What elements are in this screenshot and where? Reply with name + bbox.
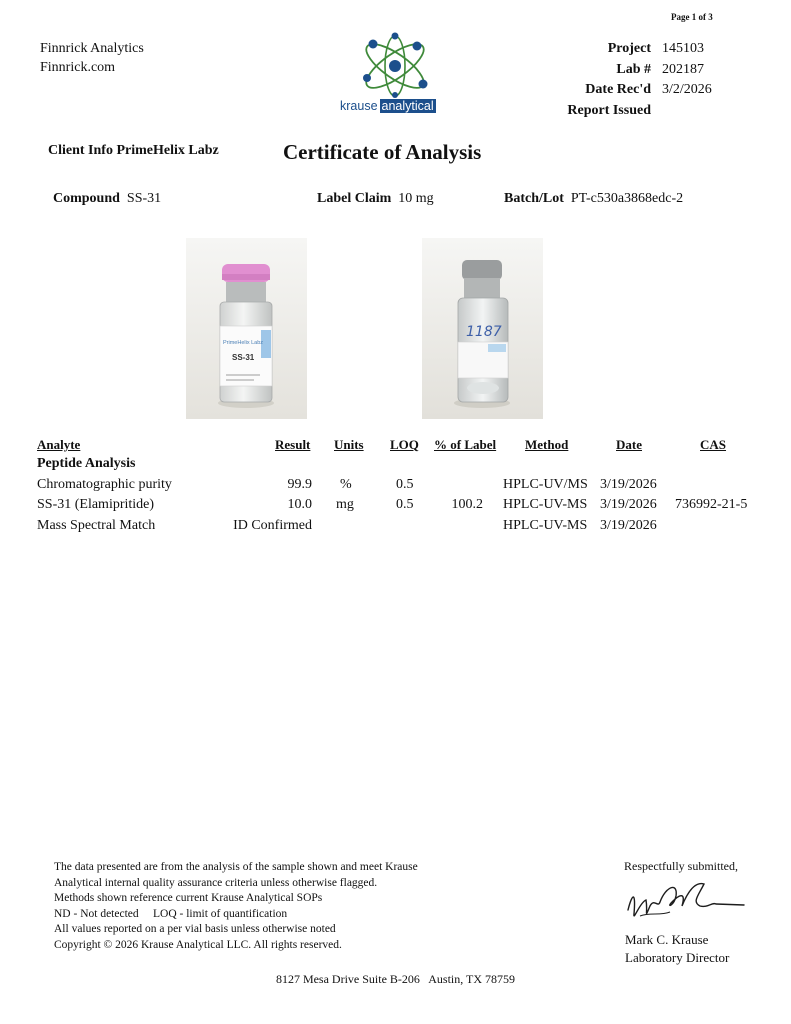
date-received-value: 3/2/2026 [662, 82, 712, 97]
col-result: Result [275, 437, 311, 452]
krause-logo [337, 32, 453, 122]
cell-result: ID Confirmed [233, 518, 312, 533]
cell-analyte: SS-31 (Elamipritide) [37, 497, 155, 512]
label-claim-field [317, 191, 434, 207]
section-peptide-analysis: Peptide Analysis [37, 456, 136, 471]
cell-result: 10.0 [287, 497, 312, 512]
client-name: PrimeHelix Labz [116, 143, 219, 158]
handwritten-lab-number: 1187 [466, 324, 502, 340]
cell-cas: 736992-21-5 [675, 497, 748, 512]
col-cas: CAS [700, 437, 727, 452]
lab-number-value: 202187 [662, 62, 704, 77]
col-pct-label: % of Label [434, 437, 497, 452]
batch-value: PT-c530a3868edc-2 [570, 191, 684, 206]
cell-loq: 0.5 [396, 497, 414, 512]
lab-name: Finnrick Analytics [40, 41, 144, 56]
vial-front-photo [186, 238, 307, 419]
cell-method: HPLC-UV-MS [503, 497, 588, 512]
cell-date: 3/19/2026 [600, 497, 657, 512]
client-info [48, 143, 219, 159]
signer-name: Mark C. Krause [625, 932, 709, 947]
footer-note: Analytical internal quality assurance criteria unless otherwise flagged. [54, 876, 378, 889]
col-analyte: Analyte [37, 437, 81, 452]
compound-label: Compound [53, 191, 120, 206]
lab-website: Finnrick.com [40, 60, 116, 75]
cell-analyte: Chromatographic purity [37, 477, 172, 492]
atom-icon [337, 32, 453, 98]
project-label: Project [607, 41, 651, 56]
respectfully-submitted: Respectfully submitted, [624, 859, 738, 873]
logo-word-analytical: analytical [381, 99, 434, 113]
batch-label: Batch/Lot [504, 191, 564, 206]
cell-units: mg [336, 497, 354, 512]
col-loq: LOQ [390, 437, 419, 452]
cell-units: % [340, 477, 352, 492]
page-title: Certificate of Analysis [283, 140, 482, 164]
signer-title: Laboratory Director [625, 950, 730, 965]
col-date: Date [616, 437, 642, 452]
label-claim-label: Label Claim [317, 191, 392, 206]
logo-word-krause: krause [340, 99, 378, 113]
footer-notes [54, 860, 418, 954]
cell-date: 3/19/2026 [600, 518, 657, 533]
cell-date: 3/19/2026 [600, 477, 657, 492]
cell-analyte: Mass Spectral Match [37, 518, 156, 533]
lab-number-label: Lab # [616, 62, 651, 77]
client-info-label: Client Info [48, 143, 113, 158]
footer-note: Methods shown reference current Krause Analytical SOPs [54, 892, 323, 905]
page-number: Page 1 of 3 [671, 12, 713, 22]
cell-pct-label: 100.2 [451, 497, 483, 512]
col-units: Units [334, 437, 364, 452]
vial-back-photo [422, 238, 543, 419]
cell-method: HPLC-UV-MS [503, 518, 588, 533]
cell-method: HPLC-UV/MS [503, 477, 588, 492]
project-value: 145103 [662, 41, 704, 56]
compound-field [53, 191, 161, 207]
label-claim-value: 10 mg [398, 191, 434, 206]
vial-brand-text: PrimeHelix Labz [223, 340, 264, 346]
footer-note: Copyright © 2026 Krause Analytical LLC. All rights reserved. [54, 938, 342, 951]
footer-note: ND - Not detected LOQ - limit of quantification [54, 907, 288, 920]
cell-loq: 0.5 [396, 477, 414, 492]
report-issued-label: Report Issued [567, 103, 651, 118]
col-method: Method [525, 437, 569, 452]
signature-image [620, 872, 750, 932]
vial-product-text: SS-31 [232, 353, 255, 362]
date-received-label: Date Rec'd [585, 82, 651, 97]
footer-note: The data presented are from the analysis of the sample shown and meet Krause [54, 861, 418, 873]
cell-result: 99.9 [287, 477, 312, 492]
footer-note: All values reported on a per vial basis unless otherwise noted [54, 923, 336, 936]
batch-field [504, 191, 683, 207]
compound-value: SS-31 [126, 191, 162, 206]
lab-address: 8127 Mesa Drive Suite B-206 Austin, TX 78759 [275, 972, 516, 986]
